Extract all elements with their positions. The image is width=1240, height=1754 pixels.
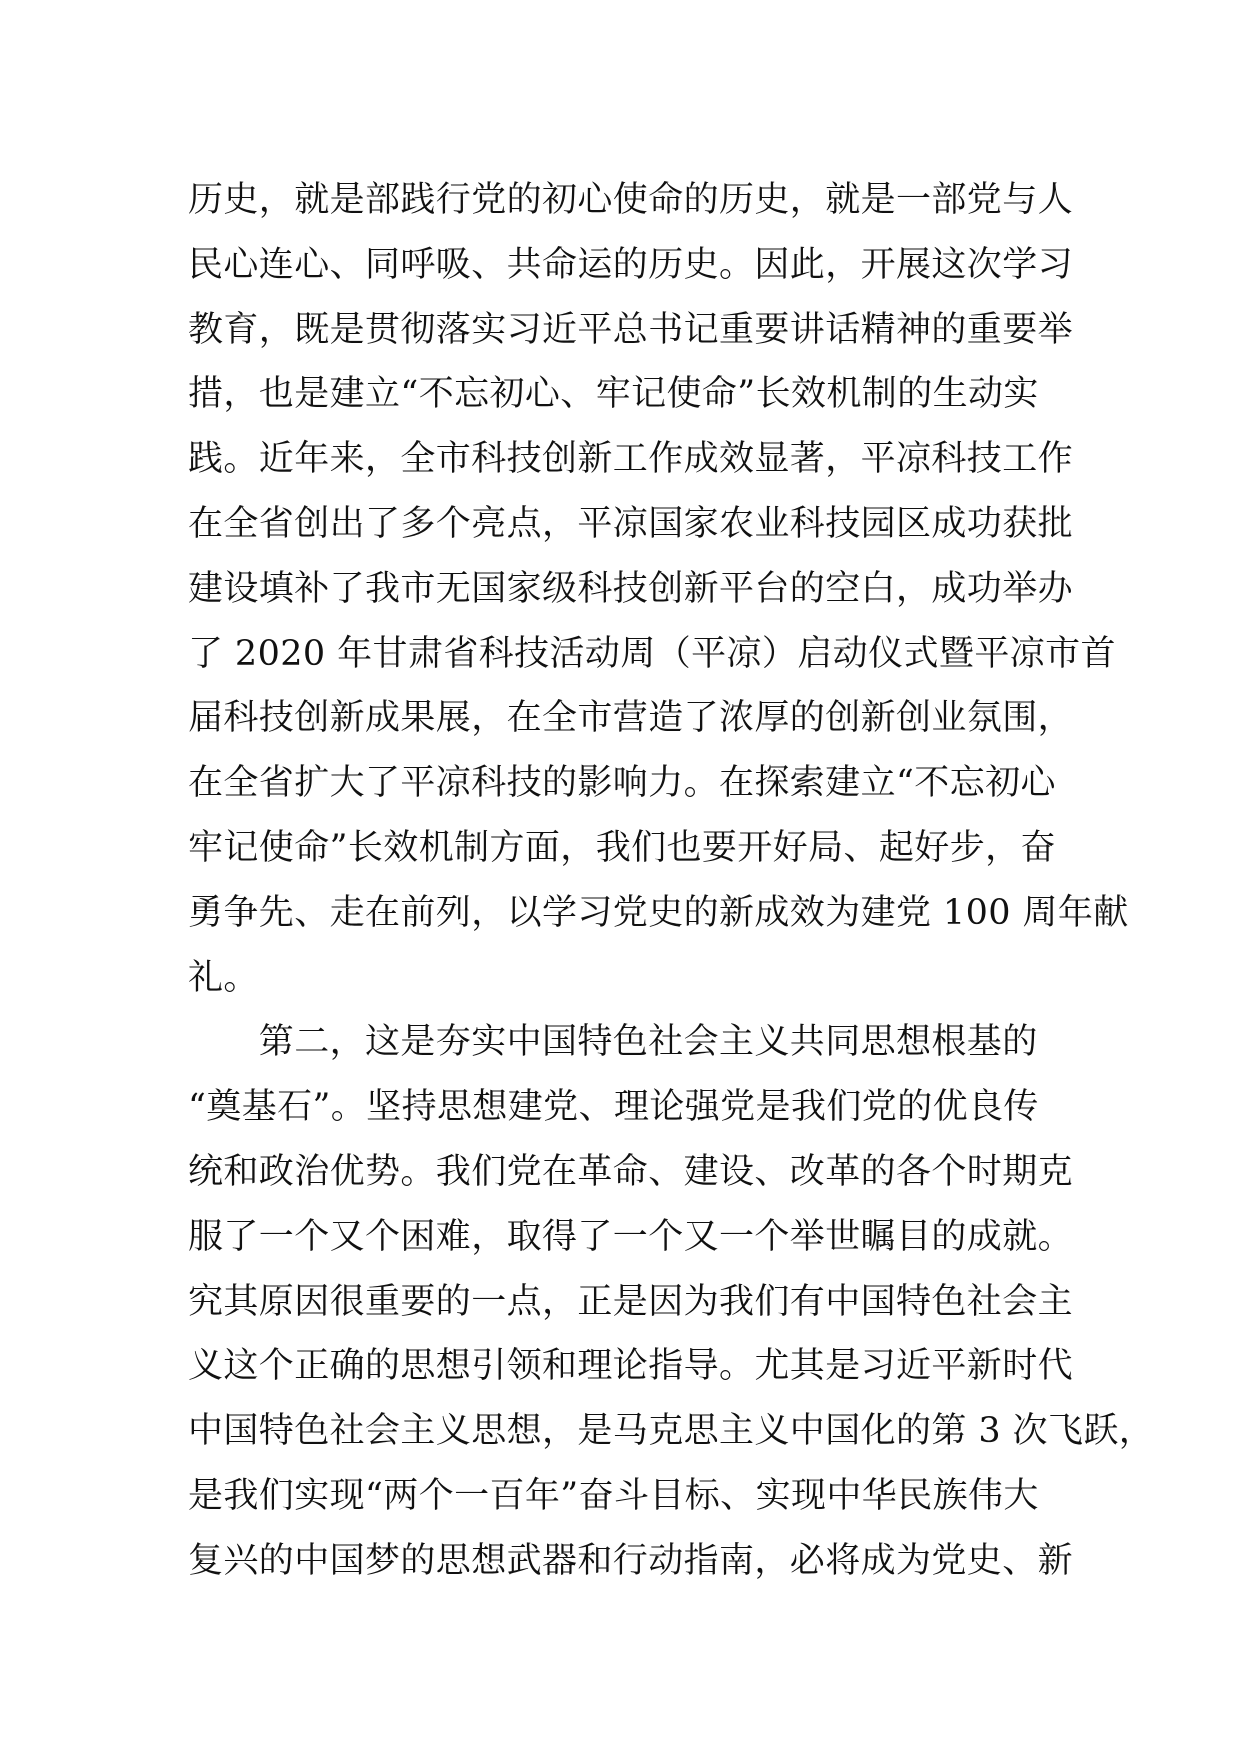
text-line: 了 2020 年甘肃省科技活动周（平凉）启动仪式暨平凉市首 (188, 633, 1116, 674)
text-line: 历史，就是部践行党的初心使命的历史，就是一部党与人 (188, 180, 1074, 220)
text-line: 民心连心、同呼吸、共命运的历史。因此，开展这次学习 (188, 244, 1074, 285)
text-line: 究其原因很重要的一点，正是因为我们有中国特色社会主 (188, 1281, 1074, 1322)
text-line: 教育，既是贯彻落实习近平总书记重要讲话精神的重要举 (188, 309, 1074, 350)
text-line: 服了一个又个困难，取得了一个又一个举世瞩目的成就。 (188, 1216, 1074, 1257)
text-line: 建设填补了我市无国家级科技创新平台的空白，成功举办 (188, 568, 1074, 609)
text-line: 勇争先、走在前列，以学习党史的新成效为建党 100 周年献 (188, 892, 1129, 933)
text-line: 践。近年来，全市科技创新工作成效显著，平凉科技工作 (188, 439, 1074, 480)
text-line: 礼。 (188, 957, 259, 998)
text-line: 中国特色社会主义思想，是马克思主义中国化的第 3 次飞跃， (188, 1411, 1155, 1452)
text-line: 是我们实现“两个一百年”奋斗目标、实现中华民族伟大 (188, 1475, 1039, 1516)
text-line: 第二，这是夯实中国特色社会主义共同思想根基的 (188, 1022, 1038, 1063)
text-line: 复兴的中国梦的思想武器和行动指南，必将成为党史、新 (188, 1540, 1074, 1581)
text-line: 届科技创新成果展，在全市营造了浓厚的创新创业氛围， (188, 698, 1074, 739)
text-line: 措，也是建立“不忘初心、牢记使命”长效机制的生动实 (188, 374, 1039, 415)
body-text (188, 168, 1155, 1594)
text-line: 牢记使命”长效机制方面，我们也要开好局、起好步，奋 (188, 827, 1056, 868)
text-line: 在全省创出了多个亮点，平凉国家农业科技园区成功获批 (188, 503, 1074, 544)
text-line: 义这个正确的思想引领和理论指导。尤其是习近平新时代 (188, 1346, 1074, 1387)
text-line: “奠基石”。坚持思想建党、理论强党是我们党的优良传 (188, 1087, 1039, 1128)
text-line: 在全省扩大了平凉科技的影响力。在探索建立“不忘初心 (188, 763, 1056, 804)
text-line: 统和政治优势。我们党在革命、建设、改革的各个时期克 (188, 1151, 1074, 1192)
